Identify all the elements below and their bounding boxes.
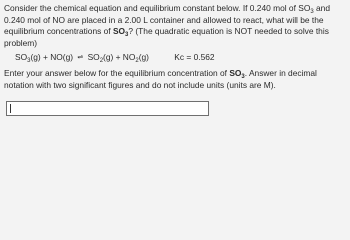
- text-cursor: [10, 104, 11, 113]
- question-text: [4, 3, 348, 91]
- subscript: 3: [310, 9, 314, 15]
- intro-text-2: and 0.240 mol of NO are placed in a 2.00 L container and allowed to react, what will be the equilibrium concentrations of: [4, 3, 330, 37]
- instruction-species: $SO_3$: [229, 67, 245, 80]
- intro-text-1: Consider the chemical equation and equilibrium constant below. If 0.240 mol of SO: [4, 3, 311, 13]
- target-species: $SO_3$: [112, 26, 129, 39]
- answer-input[interactable]: [6, 101, 209, 116]
- question-intro: [4, 3, 348, 49]
- intro-text-3: ? (The quadratic equation is NOT needed to solve this problem): [4, 26, 329, 48]
- answer-instructions: Enter your answer below for the equilibrium concentration of $SO_3$. Answer in decimal notation with two significant figures and do not include units (units are M).: [4, 67, 317, 90]
- equilibrium-constant: Kc = 0.562: [174, 52, 215, 63]
- equilibrium-arrow-icon: ⇌: [77, 54, 84, 62]
- chemical-equation: $SO_3(g) + NO(g)$ ⇌ $SO_2(g) + NO_2(g) Kc = 0.562$: [15, 52, 215, 65]
